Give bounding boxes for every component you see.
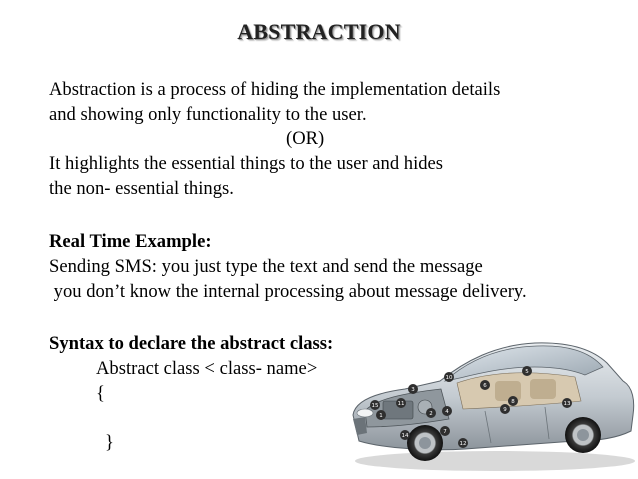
callout-marker	[376, 410, 386, 420]
example-heading: Real Time Example:	[49, 231, 212, 252]
car-seat	[495, 381, 521, 401]
svg-text:3: 3	[411, 387, 415, 393]
svg-text:1: 1	[379, 413, 383, 419]
svg-text:5: 5	[525, 369, 529, 375]
callout-marker	[500, 404, 510, 414]
callout-marker	[522, 366, 532, 376]
callout-marker	[508, 396, 518, 406]
callout-marker	[426, 408, 436, 418]
svg-text:11: 11	[397, 401, 405, 407]
callout-marker	[370, 400, 380, 410]
definition-line-3: It highlights the essential things to the user and hides	[49, 153, 444, 174]
callout-marker	[440, 426, 450, 436]
svg-text:10: 10	[445, 375, 453, 381]
callout-marker	[442, 406, 452, 416]
syntax-close-brace: }	[105, 432, 114, 453]
definition-line-1: Abstraction is a process of hiding the implementation details	[49, 79, 501, 100]
callout-marker	[444, 372, 454, 382]
svg-text:8: 8	[511, 399, 515, 405]
callout-marker	[400, 430, 410, 440]
svg-text:2: 2	[429, 411, 433, 417]
svg-text:7: 7	[443, 429, 447, 435]
car-shadow	[355, 451, 635, 471]
syntax-declaration: Abstract class < class- name>	[96, 358, 318, 379]
headlight	[357, 409, 373, 417]
car-grille	[353, 417, 367, 435]
svg-text:14: 14	[401, 433, 409, 439]
car-seat	[530, 379, 556, 399]
car-cutaway-illustration	[345, 323, 637, 473]
svg-text:12: 12	[459, 441, 467, 447]
definition-line-2: and showing only functionality to the user.	[49, 104, 367, 125]
svg-text:13: 13	[563, 401, 571, 407]
svg-text:15: 15	[371, 403, 379, 409]
slide-title: ABSTRACTION	[237, 19, 401, 44]
rear-hub	[577, 429, 589, 441]
front-hub	[419, 437, 431, 449]
callout-marker	[480, 380, 490, 390]
syntax-heading: Syntax to declare the abstract class:	[49, 333, 334, 354]
callout-marker	[562, 398, 572, 408]
svg-text:6: 6	[483, 383, 487, 389]
callout-marker	[408, 384, 418, 394]
callout-marker	[458, 438, 468, 448]
callout-marker	[396, 398, 406, 408]
syntax-open-brace: {	[96, 383, 105, 404]
svg-text:4: 4	[445, 409, 449, 415]
example-line-2: you don’t know the internal processing about message delivery.	[49, 281, 527, 302]
or-separator: (OR)	[286, 128, 325, 149]
example-line-1: Sending SMS: you just type the text and send the message	[49, 256, 483, 277]
definition-line-4: the non- essential things.	[49, 178, 234, 199]
svg-text:9: 9	[503, 407, 507, 413]
